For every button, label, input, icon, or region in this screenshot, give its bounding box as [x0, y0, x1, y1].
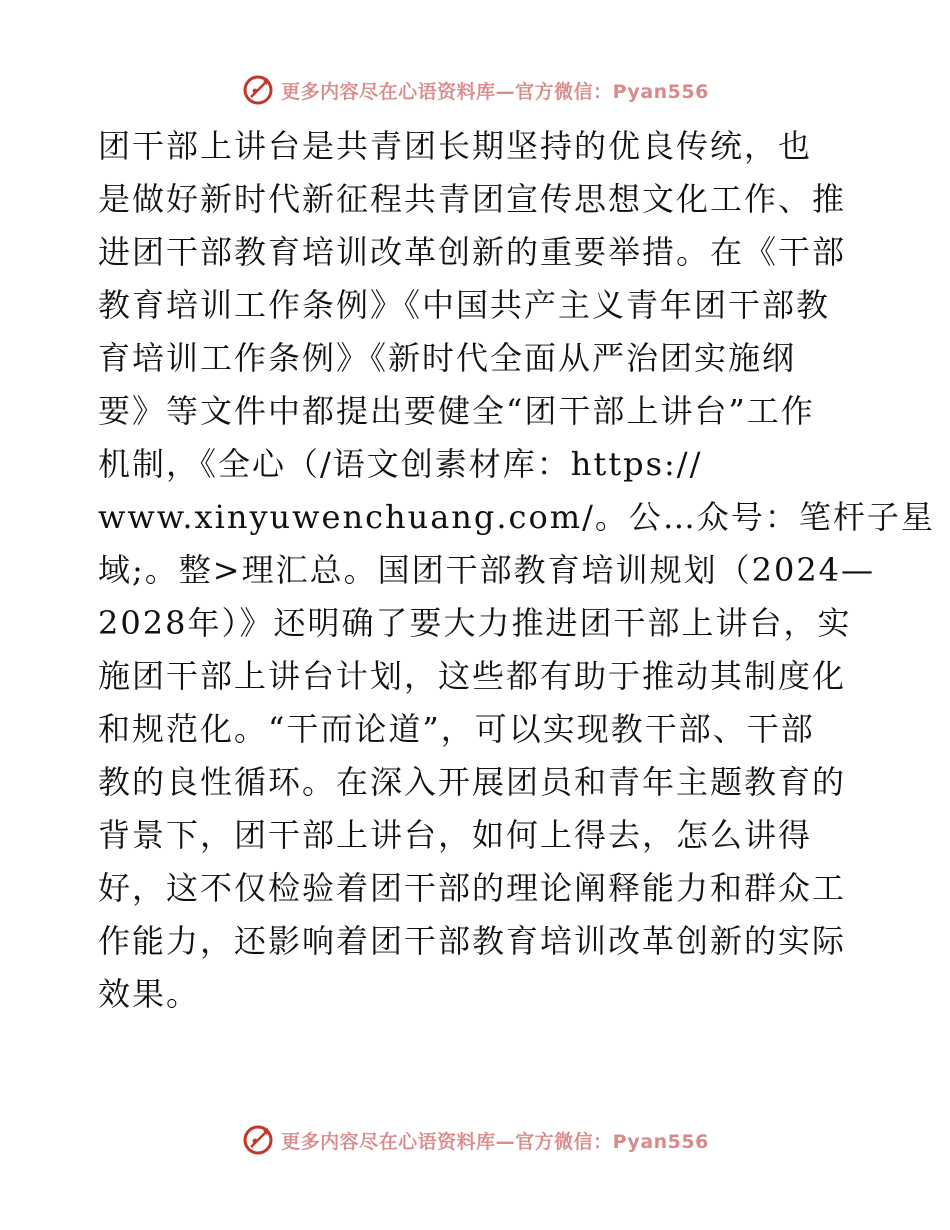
footer-banner-text: 更多内容尽在心语资料库—官方微信：Pyan556 — [281, 1130, 709, 1153]
text-line: 背景下，团干部上讲台，如何上得去，怎么讲得 — [98, 816, 813, 854]
text-line: 教育培训工作条例》《中国共产主义青年团干部教 — [98, 286, 831, 324]
text-line: 是做好新时代新征程共青团宣传思想文化工作、推 — [98, 180, 847, 218]
text-line: 好，这不仅检验着团干部的理论阐释能力和群众工 — [98, 869, 847, 907]
brand-logo-icon — [241, 73, 275, 107]
text-line: 团干部上讲台是共青团长期坚持的优良传统，也 — [98, 127, 813, 165]
text-line: 域;。整>理汇总。国团干部教育培训规划（2024— — [98, 551, 876, 589]
text-line: 进团干部教育培训改革创新的重要举措。在《干部 — [98, 233, 847, 271]
text-line: 教的良性循环。在深入开展团员和青年主题教育的 — [98, 763, 847, 801]
text-line: 育培训工作条例》《新时代全面从严治团实施纲 — [98, 339, 797, 377]
text-line: 效果。 — [98, 975, 201, 1013]
text-line: 要》等文件中都提出要健全“团干部上讲台”工作 — [98, 392, 815, 430]
brand-logo-icon — [241, 1123, 275, 1157]
text-line: 机制，《全心（/语文创素材库：https:// — [98, 445, 703, 483]
text-line: 和规范化。“干而论道”，可以实现教干部、干部 — [98, 710, 815, 748]
text-line: 2028年）》还明确了要大力推进团干部上讲台，实 — [98, 604, 852, 642]
text-line: www.xinyuwenchuang.com/。公…众号：笔杆子星 — [98, 498, 935, 536]
footer-banner — [0, 1120, 950, 1160]
text-line: 施团干部上讲台计划，这些都有助于推动其制度化 — [98, 657, 847, 695]
text-line: 作能力，还影响着团干部教育培训改革创新的实际 — [98, 922, 847, 960]
document-body — [98, 120, 935, 1021]
header-banner — [0, 70, 950, 110]
header-banner-text: 更多内容尽在心语资料库—官方微信：Pyan556 — [281, 80, 709, 103]
